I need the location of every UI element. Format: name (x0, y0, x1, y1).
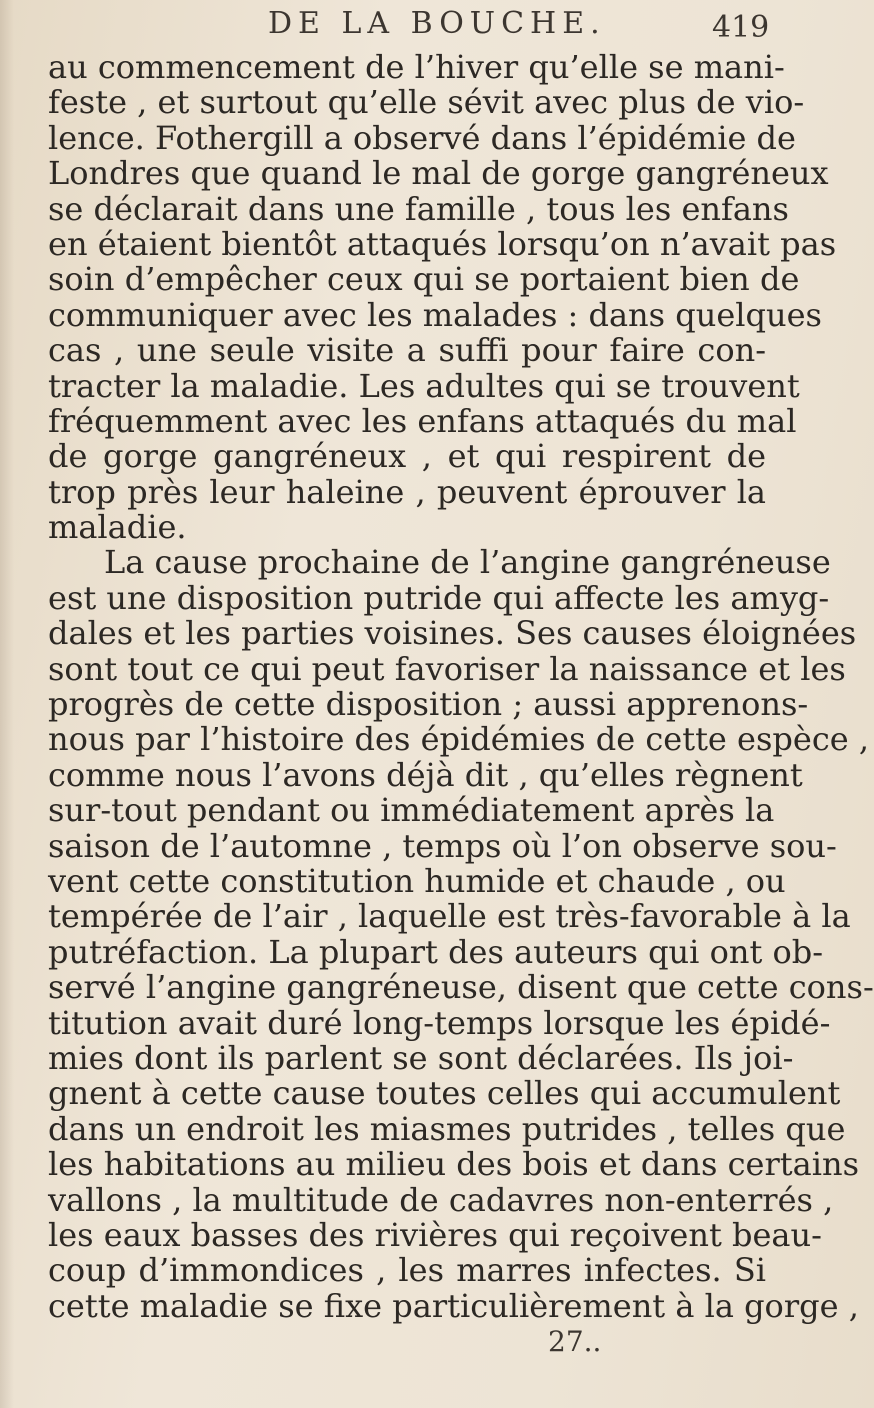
text-line: vallons , la multitude de cadavres non-enterrés , (48, 1180, 834, 1219)
text-line: fréquemment avec les enfans attaqués du mal (48, 401, 797, 440)
running-title: DE LA BOUCHE. (268, 6, 606, 41)
signature-mark: 27.. (548, 1325, 602, 1358)
text-line: les eaux basses des rivières qui reçoivent beau- (48, 1215, 822, 1254)
text-line: dans un endroit les miasmes putrides , telles que (48, 1109, 846, 1148)
text-line: mies dont ils parlent se sont déclarées. Ils joi- (48, 1038, 794, 1077)
text-line: titution avait duré long-temps lorsque les épidé- (48, 1003, 831, 1042)
text-line: gnent à cette cause toutes celles qui accumulent (48, 1074, 841, 1113)
text-line: de gorge gangréneux , et qui respirent de (48, 437, 766, 476)
text-line: sont tout ce qui peut favoriser la naissance et les (48, 649, 846, 688)
text-line: lence. Fothergill a observé dans l’épidémie de (48, 118, 796, 157)
text-line: cas , une seule visite a suffi pour faire con- (48, 331, 766, 370)
text-line-paragraph-end: maladie. (48, 508, 187, 547)
text-line: Londres que quand le mal de gorge gangréneux (48, 154, 829, 193)
text-line: feste , et surtout qu’elle sévit avec plus de vio- (48, 83, 805, 122)
text-line: coup d’immondices , les marres infectes. Si (48, 1251, 766, 1290)
text-line: en étaient bientôt attaqués lorsqu’on n’avait pas (48, 224, 837, 263)
text-line: sur-tout pendant ou immédiatement après la (48, 791, 775, 830)
page-number: 419 (712, 10, 770, 45)
text-line: dales et les parties voisines. Ses causes éloignées (48, 614, 857, 653)
text-line: progrès de cette disposition ; aussi apprenons- (48, 685, 809, 724)
text-line: comme nous l’avons déjà dit , qu’elles règnent (48, 755, 803, 794)
text-line: tempérée de l’air , laquelle est très-favorable à la (48, 897, 851, 936)
text-line: saison de l’automne , temps où l’on observe sou- (48, 826, 837, 865)
text-line: trop près leur haleine , peuvent éprouver la (48, 472, 766, 511)
text-line-paragraph-start: La cause prochaine de l’angine gangréneuse (104, 543, 831, 582)
text-line: soin d’empêcher ceux qui se portaient bien de (48, 260, 800, 299)
text-line: communiquer avec les malades : dans quelques (48, 295, 822, 334)
page-gutter-shadow (0, 0, 14, 1408)
text-line: nous par l’histoire des épidémies de cette espèce , (48, 720, 870, 759)
text-line: au commencement de l’hiver qu’elle se mani- (48, 48, 785, 86)
text-line: cette maladie se fixe particulièrement à la gorge , (48, 1286, 859, 1325)
page-header (0, 6, 800, 46)
body-text (48, 48, 874, 1325)
text-line: les habitations au milieu des bois et dans certains (48, 1145, 859, 1184)
text-line: vent cette constitution humide et chaude , ou (48, 861, 786, 900)
text-line: servé l’angine gangréneuse, disent que cette cons- (48, 968, 874, 1007)
text-line: se déclarait dans une famille , tous les enfans (48, 189, 789, 228)
text-line: est une disposition putride qui affecte les amyg- (48, 578, 830, 617)
text-line: putréfaction. La plupart des auteurs qui ont ob- (48, 932, 824, 971)
text-line: tracter la maladie. Les adultes qui se trouvent (48, 366, 800, 405)
